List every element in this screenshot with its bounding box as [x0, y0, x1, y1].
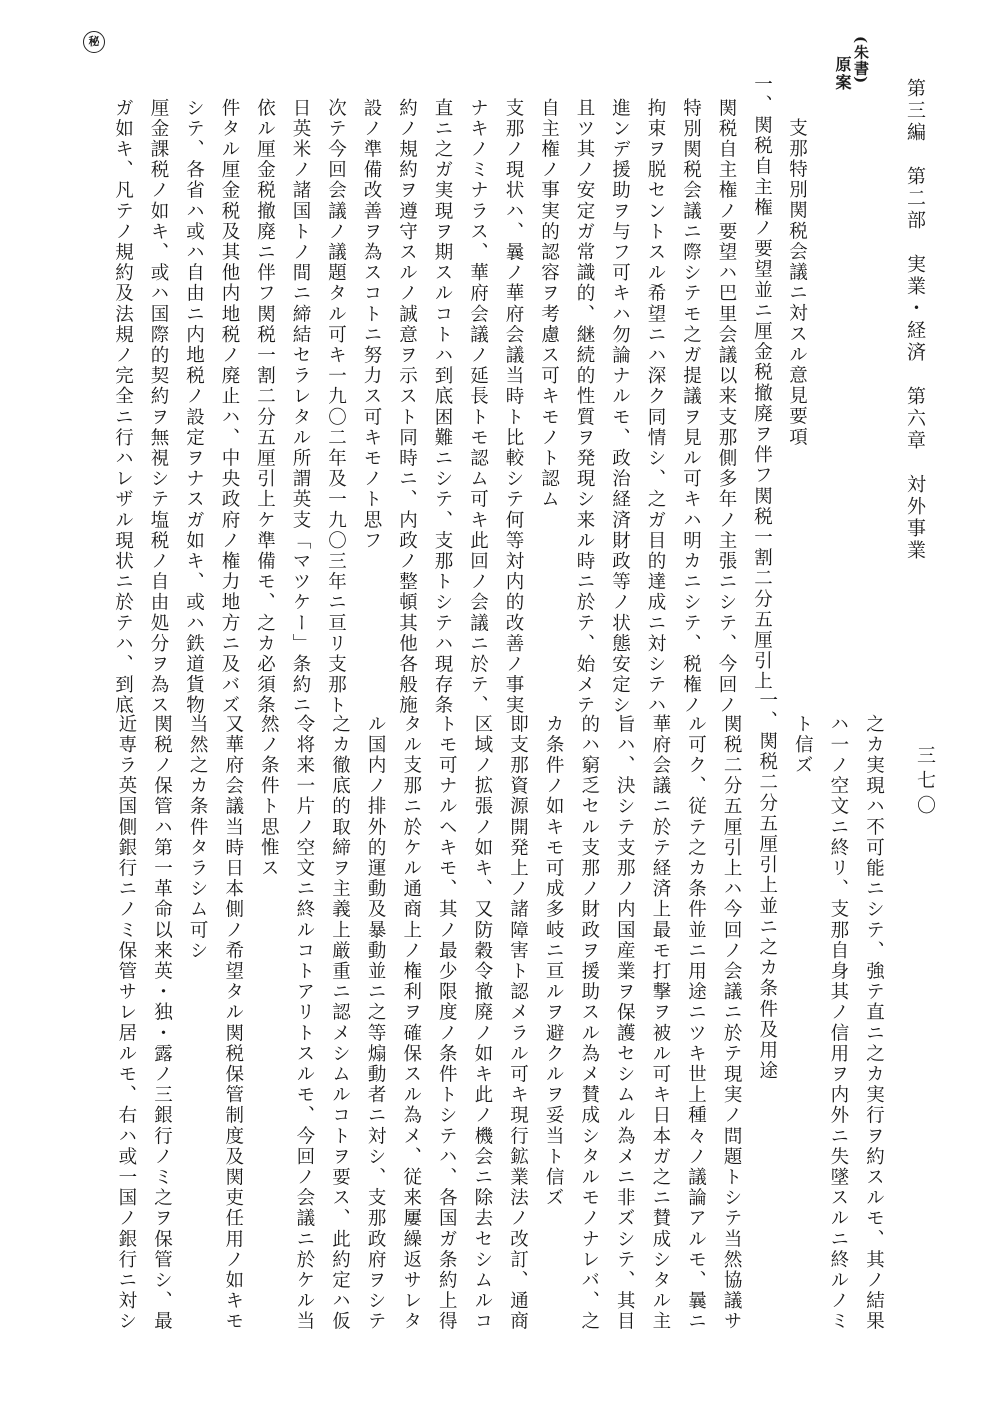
upper-text-column: 設ノ準備改善ヲ為スコトニ努力ス可キモノト思フ — [361, 98, 382, 552]
upper-text-column: 依ル厘金税撤廃ニ伴フ関税一割二分五厘引上ケ準備モ、之カ必須条 — [254, 98, 276, 716]
lower-text-column: 関税二分五厘引上ハ今回ノ会議ニ於テ現実ノ問題トシテ当然協議サ — [721, 714, 743, 1332]
upper-text-column: 件タル厘金税及其他内地税ノ廃止ハ、中央政府ノ権力地方ニ及バズ — [219, 98, 240, 716]
upper-text-column: 約ノ規約ヲ遵守スルノ誠意ヲ示スト同時ニ、内政ノ整頓其他各般施 — [396, 98, 418, 716]
upper-text-column: 厘金課税ノ如キ、或ハ国際的契約ヲ無視シテ塩税ノ自由処分ヲ為ス — [148, 98, 169, 716]
lower-text-column: 的ハ窮乏セル支那ノ財政ヲ援助スル為メ賛成シタルモノナレバ、之 — [578, 714, 600, 1332]
lower-text-column: 即支那資源開発上ノ諸障害ト認メラル可キ現行鉱業法ノ改訂、通商 — [507, 714, 529, 1332]
secret-stamp: 秘 — [83, 31, 105, 53]
lower-text-column: カ条件ノ如キモ可成多岐ニ亘ルヲ避クルヲ妥当ト信ズ — [543, 714, 565, 1209]
red-ink-note-mark: (朱書) — [852, 36, 870, 85]
lower-text-column: ル可ク、従テ之カ条件並ニ用途ニツキ世上種々ノ議論アルモ、曩ニ — [685, 714, 707, 1332]
lower-text-column: 然ノ条件ト思惟ス — [258, 714, 280, 879]
lower-text-column: ル国内ノ排外的運動及暴動並ニ之等煽動者ニ対シ、支那政府ヲシテ — [365, 714, 387, 1332]
page-number: 三七〇 — [914, 745, 936, 820]
draft-mark: 原案 — [833, 56, 852, 92]
lower-text-column: 当然之カ条件タラシム可シ — [187, 714, 209, 962]
lower-text-column: 近専ラ英国側銀行ニノミ保管サレ居ルモ、右ハ或一国ノ銀行ニ対シ — [115, 714, 137, 1332]
upper-text-column: 進ンデ援助ヲ与フ可キハ勿論ナルモ、政治経済財政等ノ状態安定シ — [609, 98, 631, 716]
upper-text-column: 直ニ之ガ実現ヲ期スルコトハ到底困難ニシテ、支那トシテハ現存条 — [432, 98, 453, 716]
upper-text-column: ガ如キ、凡テノ規約及法規ノ完全ニ行ハレザル現状ニ於テハ、到底 — [112, 98, 134, 716]
upper-text-column: シテ、各省ハ或ハ自由ニ内地税ノ設定ヲナスガ如キ、或ハ鉄道貨物 — [183, 98, 205, 716]
lower-text-column: 一、関税二分五厘引上並ニ之カ条件及用途 — [756, 690, 778, 1082]
lower-text-column: 関税ノ保管ハ第一革命以来英・独・露ノ三銀行ノミ之ヲ保管シ、最 — [151, 714, 173, 1332]
lower-text-column: トモ可ナルヘキモ、其ノ最少限度ノ条件トシテハ、各国ガ条約上得 — [436, 714, 458, 1332]
lower-text-column: 之カ実現ハ不可能ニシテ、強テ直ニ之カ実行ヲ約スルモ、其ノ結果 — [863, 714, 885, 1332]
lower-text-column: ハ一ノ空文ニ終リ、支那自身其ノ信用ヲ内外ニ失墜スルニ終ルノミ — [827, 714, 849, 1332]
lower-text-column: 旨ハ、決シテ支那ノ内国産業ヲ保護セシムル為メニ非ズシテ、其目 — [614, 714, 636, 1332]
document-title: 支那特別関税会議ニ対スル意見要項 — [786, 118, 808, 448]
upper-text-column: ナキノミナラス、華府会議ノ延長トモ認ム可キ此回ノ会議ニ於テ、 — [467, 98, 489, 716]
upper-text-column: 一、関税自主権ノ要望並ニ厘金税撤廃ヲ伴フ関税一割二分五厘引上 — [751, 74, 773, 692]
upper-text-column: 日英米ノ諸国トノ間ニ締結セラレタル所謂英支「マツケー」条約ニ — [290, 98, 311, 716]
upper-text-column: 関税自主権ノ要望ハ巴里会議以来支那側多年ノ主張ニシテ、今回ノ — [716, 98, 737, 716]
upper-text-column: 且ツ其ノ安定ガ常識的、継続的性質ヲ発現シ来ル時ニ於テ、始メテ — [574, 98, 595, 716]
lower-text-column: タル支那ニ於ケル通商上ノ権利ヲ確保スル為メ、従来屢繰返サレタ — [400, 714, 422, 1332]
lower-text-column: 華府会議ニ於テ経済上最モ打撃ヲ被ル可キ日本ガ之ニ賛成シタル主 — [649, 714, 671, 1332]
upper-text-column: 拘束ヲ脱セントスル希望ニハ深ク同情シ、之ガ目的達成ニ対シテハ — [645, 98, 666, 716]
running-header: 第三編 第二部 実業・経済 第六章 対外事業 — [904, 78, 926, 562]
upper-text-column: 特別関税会議ニ際シテモ之ガ提議ヲ見ル可キハ明カニシテ、税権ノ — [680, 98, 702, 716]
lower-text-column: ト信ズ — [792, 714, 814, 776]
lower-text-column: 令将来一片ノ空文ニ終ルコトアリトスルモ、今回ノ会議ニ於ケル当 — [293, 714, 315, 1332]
upper-text-column: 次テ今回会議ノ議題タル可キ一九〇二年及一九〇三年ニ亘リ支那ト — [325, 98, 347, 716]
upper-text-column: 自主権ノ事実的認容ヲ考慮ス可キモノト認ム — [538, 98, 560, 510]
lower-text-column: 之カ徹底的取締ヲ主義上厳重ニ認メシムルコトヲ要ス、此約定ハ仮 — [329, 714, 351, 1332]
upper-text-column: 支那ノ現状ハ、曩ノ華府会議当時ト比較シテ何等対内的改善ノ事実 — [503, 98, 524, 716]
lower-text-column: 区域ノ拡張ノ如キ、又防穀令撤廃ノ如キ此ノ機会ニ除去セシムルコ — [471, 714, 493, 1332]
lower-text-column: 又華府会議当時日本側ノ希望タル関税保管制度及関吏任用ノ如キモ — [222, 714, 244, 1332]
